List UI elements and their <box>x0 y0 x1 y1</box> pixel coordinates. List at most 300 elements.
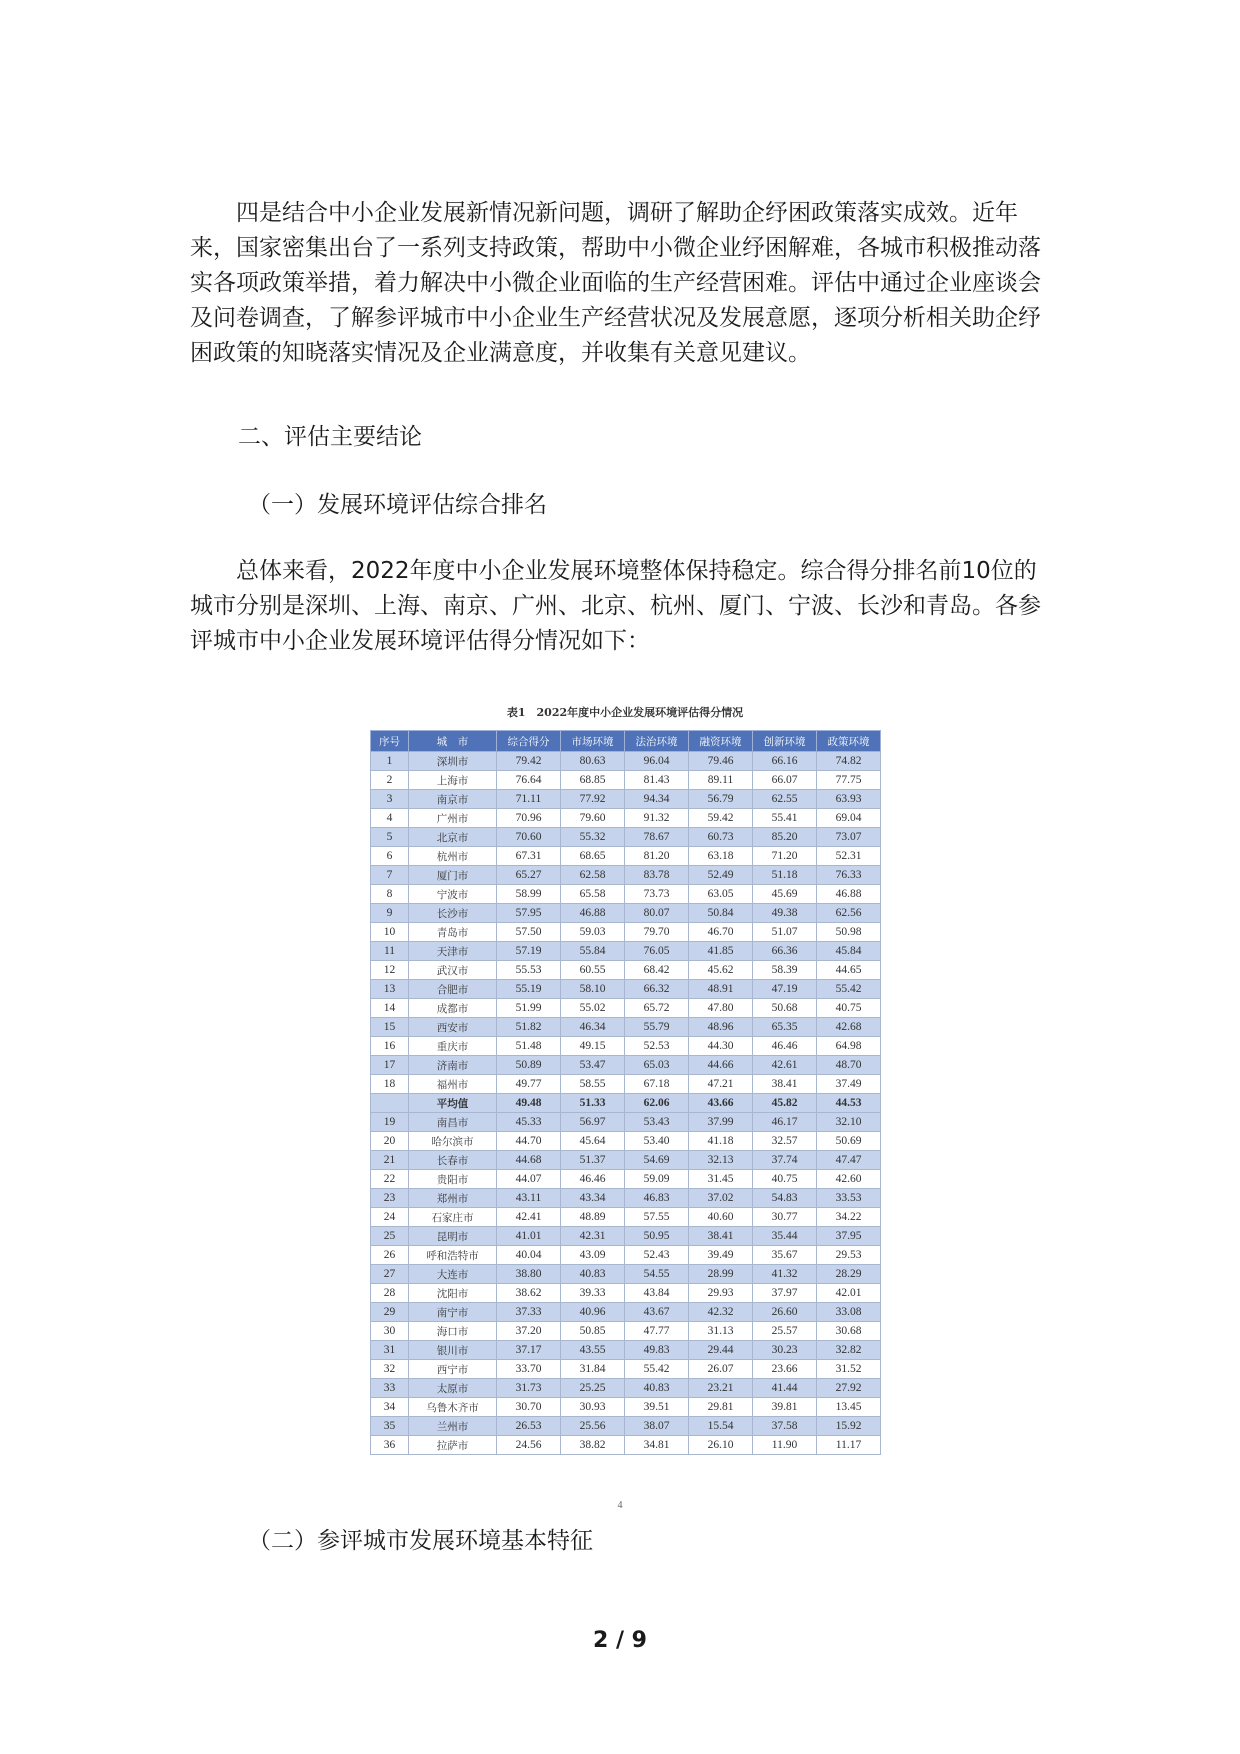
cell-city: 南昌市 <box>409 1113 497 1132</box>
cell-score: 63.93 <box>817 790 881 809</box>
cell-score: 81.43 <box>625 771 689 790</box>
table-row <box>371 1379 881 1398</box>
cell-score: 55.79 <box>625 1018 689 1037</box>
cell-score: 13.45 <box>817 1398 881 1417</box>
cell-score: 38.41 <box>689 1227 753 1246</box>
cell-score: 54.83 <box>753 1189 817 1208</box>
table-row <box>371 847 881 866</box>
col-header-policy: 政策环境 <box>817 731 881 752</box>
cell-score: 79.42 <box>497 752 561 771</box>
cell-city: 青岛市 <box>409 923 497 942</box>
table-row <box>371 1018 881 1037</box>
cell-city: 宁波市 <box>409 885 497 904</box>
cell-score: 55.32 <box>561 828 625 847</box>
cell-index: 22 <box>371 1170 409 1189</box>
cell-score: 15.54 <box>689 1417 753 1436</box>
cell-score: 38.41 <box>753 1075 817 1094</box>
cell-score: 62.58 <box>561 866 625 885</box>
cell-score: 44.66 <box>689 1056 753 1075</box>
cell-score: 26.07 <box>689 1360 753 1379</box>
cell-score: 30.77 <box>753 1208 817 1227</box>
cell-score: 39.81 <box>753 1398 817 1417</box>
cell-index: 14 <box>371 999 409 1018</box>
cell-index: 6 <box>371 847 409 866</box>
cell-score: 49.77 <box>497 1075 561 1094</box>
subsection-heading-features: （二）参评城市发展环境基本特征 <box>248 1528 593 1554</box>
col-header-legal: 法治环境 <box>625 731 689 752</box>
cell-score: 39.49 <box>689 1246 753 1265</box>
table-row <box>371 1075 881 1094</box>
cell-score: 37.99 <box>689 1113 753 1132</box>
cell-score: 47.80 <box>689 999 753 1018</box>
cell-city: 北京市 <box>409 828 497 847</box>
cell-score: 52.43 <box>625 1246 689 1265</box>
cell-score: 62.55 <box>753 790 817 809</box>
cell-score: 73.07 <box>817 828 881 847</box>
cell-score: 91.32 <box>625 809 689 828</box>
cell-score: 53.43 <box>625 1113 689 1132</box>
cell-index: 5 <box>371 828 409 847</box>
table-row <box>371 885 881 904</box>
cell-score: 59.03 <box>561 923 625 942</box>
cell-city: 厦门市 <box>409 866 497 885</box>
cell-score: 48.96 <box>689 1018 753 1037</box>
cell-score: 54.55 <box>625 1265 689 1284</box>
table-row <box>371 942 881 961</box>
table-row <box>371 1341 881 1360</box>
cell-score: 76.33 <box>817 866 881 885</box>
table-row <box>371 1303 881 1322</box>
cell-score: 45.84 <box>817 942 881 961</box>
cell-score: 48.91 <box>689 980 753 999</box>
col-header-city: 城 市 <box>409 731 497 752</box>
cell-score: 57.19 <box>497 942 561 961</box>
cell-score: 68.85 <box>561 771 625 790</box>
cell-score: 49.48 <box>497 1094 561 1113</box>
cell-score: 31.84 <box>561 1360 625 1379</box>
cell-index: 18 <box>371 1075 409 1094</box>
cell-city: 拉萨市 <box>409 1436 497 1455</box>
cell-score: 50.69 <box>817 1132 881 1151</box>
cell-score: 46.46 <box>753 1037 817 1056</box>
cell-score: 37.58 <box>753 1417 817 1436</box>
cell-score: 37.74 <box>753 1151 817 1170</box>
cell-score: 42.32 <box>689 1303 753 1322</box>
cell-score: 65.72 <box>625 999 689 1018</box>
cell-score: 55.42 <box>817 980 881 999</box>
cell-score: 41.32 <box>753 1265 817 1284</box>
cell-score: 31.13 <box>689 1322 753 1341</box>
cell-score: 29.93 <box>689 1284 753 1303</box>
table-row <box>371 1151 881 1170</box>
cell-score: 81.20 <box>625 847 689 866</box>
cell-score: 71.20 <box>753 847 817 866</box>
cell-score: 54.69 <box>625 1151 689 1170</box>
cell-score: 66.32 <box>625 980 689 999</box>
cell-score: 39.51 <box>625 1398 689 1417</box>
cell-score: 52.31 <box>817 847 881 866</box>
cell-city: 贵阳市 <box>409 1170 497 1189</box>
cell-score: 68.42 <box>625 961 689 980</box>
cell-score: 39.33 <box>561 1284 625 1303</box>
table-row <box>371 1189 881 1208</box>
cell-score: 32.10 <box>817 1113 881 1132</box>
cell-city: 乌鲁木齐市 <box>409 1398 497 1417</box>
subsection-heading-ranking: （一）发展环境评估综合排名 <box>248 492 547 518</box>
cell-index: 4 <box>371 809 409 828</box>
cell-score: 26.60 <box>753 1303 817 1322</box>
cell-score: 40.83 <box>625 1379 689 1398</box>
cell-score: 55.53 <box>497 961 561 980</box>
cell-score: 48.89 <box>561 1208 625 1227</box>
cell-score: 58.39 <box>753 961 817 980</box>
cell-score: 50.85 <box>561 1322 625 1341</box>
table-row <box>371 923 881 942</box>
cell-score: 41.18 <box>689 1132 753 1151</box>
cell-city: 长沙市 <box>409 904 497 923</box>
cell-score: 59.09 <box>625 1170 689 1189</box>
cell-score: 25.56 <box>561 1417 625 1436</box>
cell-score: 35.67 <box>753 1246 817 1265</box>
cell-score: 50.89 <box>497 1056 561 1075</box>
cell-score: 83.78 <box>625 866 689 885</box>
cell-score: 34.81 <box>625 1436 689 1455</box>
table-row <box>371 999 881 1018</box>
cell-score: 37.02 <box>689 1189 753 1208</box>
cell-score: 78.67 <box>625 828 689 847</box>
cell-score: 45.82 <box>753 1094 817 1113</box>
cell-score: 37.95 <box>817 1227 881 1246</box>
cell-index: 32 <box>371 1360 409 1379</box>
cell-city: 郑州市 <box>409 1189 497 1208</box>
cell-score: 94.34 <box>625 790 689 809</box>
table-row <box>371 1360 881 1379</box>
cell-score: 66.07 <box>753 771 817 790</box>
cell-score: 49.15 <box>561 1037 625 1056</box>
cell-score: 48.70 <box>817 1056 881 1075</box>
cell-score: 65.27 <box>497 866 561 885</box>
cell-score: 32.57 <box>753 1132 817 1151</box>
cell-score: 62.06 <box>625 1094 689 1113</box>
cell-city: 兰州市 <box>409 1417 497 1436</box>
table-row-average <box>371 1094 881 1113</box>
inner-page-number: 4 <box>617 1500 623 1511</box>
cell-score: 37.97 <box>753 1284 817 1303</box>
cell-score: 27.92 <box>817 1379 881 1398</box>
cell-city: 海口市 <box>409 1322 497 1341</box>
cell-score: 37.33 <box>497 1303 561 1322</box>
cell-score: 55.42 <box>625 1360 689 1379</box>
cell-score: 63.05 <box>689 885 753 904</box>
cell-score: 46.88 <box>817 885 881 904</box>
col-header-market: 市场环境 <box>561 731 625 752</box>
cell-score: 47.21 <box>689 1075 753 1094</box>
cell-score: 73.73 <box>625 885 689 904</box>
cell-score: 50.84 <box>689 904 753 923</box>
cell-score: 43.55 <box>561 1341 625 1360</box>
cell-city: 石家庄市 <box>409 1208 497 1227</box>
cell-city: 福州市 <box>409 1075 497 1094</box>
table-row <box>371 1113 881 1132</box>
cell-score: 44.68 <box>497 1151 561 1170</box>
cell-score: 26.10 <box>689 1436 753 1455</box>
cell-score: 49.83 <box>625 1341 689 1360</box>
cell-city: 大连市 <box>409 1265 497 1284</box>
cell-city: 合肥市 <box>409 980 497 999</box>
cell-score: 59.42 <box>689 809 753 828</box>
cell-score: 38.82 <box>561 1436 625 1455</box>
cell-score: 30.70 <box>497 1398 561 1417</box>
cell-index: 36 <box>371 1436 409 1455</box>
cell-score: 60.55 <box>561 961 625 980</box>
cell-index: 12 <box>371 961 409 980</box>
cell-index: 20 <box>371 1132 409 1151</box>
cell-city: 沈阳市 <box>409 1284 497 1303</box>
cell-city: 南京市 <box>409 790 497 809</box>
table-row <box>371 1132 881 1151</box>
cell-score: 23.66 <box>753 1360 817 1379</box>
cell-score: 35.44 <box>753 1227 817 1246</box>
table-row <box>371 1056 881 1075</box>
cell-score: 51.48 <box>497 1037 561 1056</box>
cell-score: 53.47 <box>561 1056 625 1075</box>
table-row <box>371 1227 881 1246</box>
cell-score: 96.04 <box>625 752 689 771</box>
cell-score: 80.07 <box>625 904 689 923</box>
cell-index: 30 <box>371 1322 409 1341</box>
cell-index: 1 <box>371 752 409 771</box>
cell-score: 29.44 <box>689 1341 753 1360</box>
score-table-figure <box>370 702 880 1455</box>
cell-score: 64.98 <box>817 1037 881 1056</box>
cell-city: 西安市 <box>409 1018 497 1037</box>
table-row <box>371 1322 881 1341</box>
cell-score: 29.53 <box>817 1246 881 1265</box>
cell-score: 44.65 <box>817 961 881 980</box>
cell-score: 45.64 <box>561 1132 625 1151</box>
cell-city: 重庆市 <box>409 1037 497 1056</box>
cell-score: 40.96 <box>561 1303 625 1322</box>
table-row <box>371 1417 881 1436</box>
cell-score: 43.84 <box>625 1284 689 1303</box>
cell-score: 56.97 <box>561 1113 625 1132</box>
cell-index: 15 <box>371 1018 409 1037</box>
cell-score: 30.23 <box>753 1341 817 1360</box>
cell-score: 31.73 <box>497 1379 561 1398</box>
cell-score: 51.82 <box>497 1018 561 1037</box>
cell-score: 65.03 <box>625 1056 689 1075</box>
table-row <box>371 1398 881 1417</box>
table-row <box>371 980 881 999</box>
cell-city: 昆明市 <box>409 1227 497 1246</box>
cell-score: 80.63 <box>561 752 625 771</box>
cell-score: 43.11 <box>497 1189 561 1208</box>
cell-city: 成都市 <box>409 999 497 1018</box>
cell-score: 31.45 <box>689 1170 753 1189</box>
cell-index: 29 <box>371 1303 409 1322</box>
cell-score: 42.61 <box>753 1056 817 1075</box>
table-body <box>371 752 881 1455</box>
cell-score: 52.49 <box>689 866 753 885</box>
cell-score: 11.17 <box>817 1436 881 1455</box>
cell-score: 66.36 <box>753 942 817 961</box>
section-heading-conclusions: 二、评估主要结论 <box>238 424 422 450</box>
page-counter: 2 / 9 <box>593 1628 647 1653</box>
cell-score: 44.70 <box>497 1132 561 1151</box>
cell-score: 38.62 <box>497 1284 561 1303</box>
col-header-finance: 融资环境 <box>689 731 753 752</box>
body-paragraph-overall: 总体来看，2022年度中小企业发展环境整体保持稳定。综合得分排名前10位的城市分别是深圳、上海、南京、广州、北京、杭州、厦门、宁波、长沙和青岛。各参评城市中小企业发展环境评估得分情况如下： <box>190 558 1041 654</box>
col-header-innovation: 创新环境 <box>753 731 817 752</box>
cell-index: 27 <box>371 1265 409 1284</box>
cell-index: 23 <box>371 1189 409 1208</box>
cell-score: 47.19 <box>753 980 817 999</box>
cell-score: 28.99 <box>689 1265 753 1284</box>
cell-score: 46.46 <box>561 1170 625 1189</box>
cell-score: 40.75 <box>817 999 881 1018</box>
cell-score: 71.11 <box>497 790 561 809</box>
cell-score: 69.04 <box>817 809 881 828</box>
cell-index: 31 <box>371 1341 409 1360</box>
cell-city: 太原市 <box>409 1379 497 1398</box>
cell-score: 33.53 <box>817 1189 881 1208</box>
cell-score: 45.33 <box>497 1113 561 1132</box>
cell-score: 65.58 <box>561 885 625 904</box>
cell-score: 42.31 <box>561 1227 625 1246</box>
cell-city: 武汉市 <box>409 961 497 980</box>
cell-index: 11 <box>371 942 409 961</box>
cell-score: 41.85 <box>689 942 753 961</box>
table-row <box>371 1246 881 1265</box>
cell-score: 47.77 <box>625 1322 689 1341</box>
table-row <box>371 1436 881 1455</box>
table-row <box>371 1208 881 1227</box>
cell-score: 31.52 <box>817 1360 881 1379</box>
cell-city: 呼和浩特市 <box>409 1246 497 1265</box>
cell-city: 平均值 <box>409 1094 497 1113</box>
table-row <box>371 1265 881 1284</box>
col-header-overall: 综合得分 <box>497 731 561 752</box>
cell-score: 77.75 <box>817 771 881 790</box>
cell-score: 56.79 <box>689 790 753 809</box>
cell-city: 长春市 <box>409 1151 497 1170</box>
cell-score: 77.92 <box>561 790 625 809</box>
cell-index: 19 <box>371 1113 409 1132</box>
cell-score: 40.04 <box>497 1246 561 1265</box>
cell-score: 52.53 <box>625 1037 689 1056</box>
cell-score: 43.67 <box>625 1303 689 1322</box>
cell-score: 46.88 <box>561 904 625 923</box>
cell-score: 44.07 <box>497 1170 561 1189</box>
cell-score: 32.82 <box>817 1341 881 1360</box>
cell-score: 32.13 <box>689 1151 753 1170</box>
table-row <box>371 809 881 828</box>
cell-index: 24 <box>371 1208 409 1227</box>
cell-score: 44.53 <box>817 1094 881 1113</box>
cell-city: 济南市 <box>409 1056 497 1075</box>
cell-index: 3 <box>371 790 409 809</box>
cell-score: 67.31 <box>497 847 561 866</box>
cell-score: 44.30 <box>689 1037 753 1056</box>
cell-score: 55.02 <box>561 999 625 1018</box>
cell-score: 70.96 <box>497 809 561 828</box>
cell-score: 46.34 <box>561 1018 625 1037</box>
cell-score: 70.60 <box>497 828 561 847</box>
cell-score: 15.92 <box>817 1417 881 1436</box>
cell-score: 29.81 <box>689 1398 753 1417</box>
cell-score: 41.44 <box>753 1379 817 1398</box>
cell-score: 40.75 <box>753 1170 817 1189</box>
cell-score: 25.25 <box>561 1379 625 1398</box>
cell-score: 51.18 <box>753 866 817 885</box>
cell-index: 34 <box>371 1398 409 1417</box>
cell-index: 7 <box>371 866 409 885</box>
table-row <box>371 961 881 980</box>
cell-city: 杭州市 <box>409 847 497 866</box>
cell-score: 26.53 <box>497 1417 561 1436</box>
cell-score: 51.99 <box>497 999 561 1018</box>
cell-score: 23.21 <box>689 1379 753 1398</box>
cell-score: 76.64 <box>497 771 561 790</box>
cell-score: 28.29 <box>817 1265 881 1284</box>
cell-city: 南宁市 <box>409 1303 497 1322</box>
cell-city: 天津市 <box>409 942 497 961</box>
cell-score: 46.70 <box>689 923 753 942</box>
cell-score: 55.19 <box>497 980 561 999</box>
cell-score: 46.83 <box>625 1189 689 1208</box>
score-table <box>370 730 881 1455</box>
cell-score: 58.10 <box>561 980 625 999</box>
cell-score: 50.95 <box>625 1227 689 1246</box>
cell-index: 16 <box>371 1037 409 1056</box>
cell-score: 66.16 <box>753 752 817 771</box>
cell-score: 37.20 <box>497 1322 561 1341</box>
cell-score: 25.57 <box>753 1322 817 1341</box>
table-row <box>371 790 881 809</box>
cell-score: 74.82 <box>817 752 881 771</box>
cell-score: 53.40 <box>625 1132 689 1151</box>
cell-score: 42.60 <box>817 1170 881 1189</box>
cell-score: 63.18 <box>689 847 753 866</box>
table-row <box>371 1170 881 1189</box>
cell-score: 55.41 <box>753 809 817 828</box>
cell-score: 30.68 <box>817 1322 881 1341</box>
cell-score: 68.65 <box>561 847 625 866</box>
cell-score: 79.46 <box>689 752 753 771</box>
cell-score: 43.09 <box>561 1246 625 1265</box>
cell-score: 57.50 <box>497 923 561 942</box>
cell-score: 43.34 <box>561 1189 625 1208</box>
cell-score: 55.84 <box>561 942 625 961</box>
cell-score: 37.17 <box>497 1341 561 1360</box>
cell-score: 60.73 <box>689 828 753 847</box>
table-row <box>371 866 881 885</box>
cell-index: 9 <box>371 904 409 923</box>
cell-index: 8 <box>371 885 409 904</box>
cell-city: 西宁市 <box>409 1360 497 1379</box>
cell-city: 广州市 <box>409 809 497 828</box>
cell-score: 45.69 <box>753 885 817 904</box>
cell-score: 38.07 <box>625 1417 689 1436</box>
cell-score: 33.70 <box>497 1360 561 1379</box>
cell-score: 40.83 <box>561 1265 625 1284</box>
cell-score: 49.38 <box>753 904 817 923</box>
table-row <box>371 1284 881 1303</box>
cell-index <box>371 1094 409 1113</box>
cell-score: 57.55 <box>625 1208 689 1227</box>
cell-score: 85.20 <box>753 828 817 847</box>
cell-score: 58.99 <box>497 885 561 904</box>
